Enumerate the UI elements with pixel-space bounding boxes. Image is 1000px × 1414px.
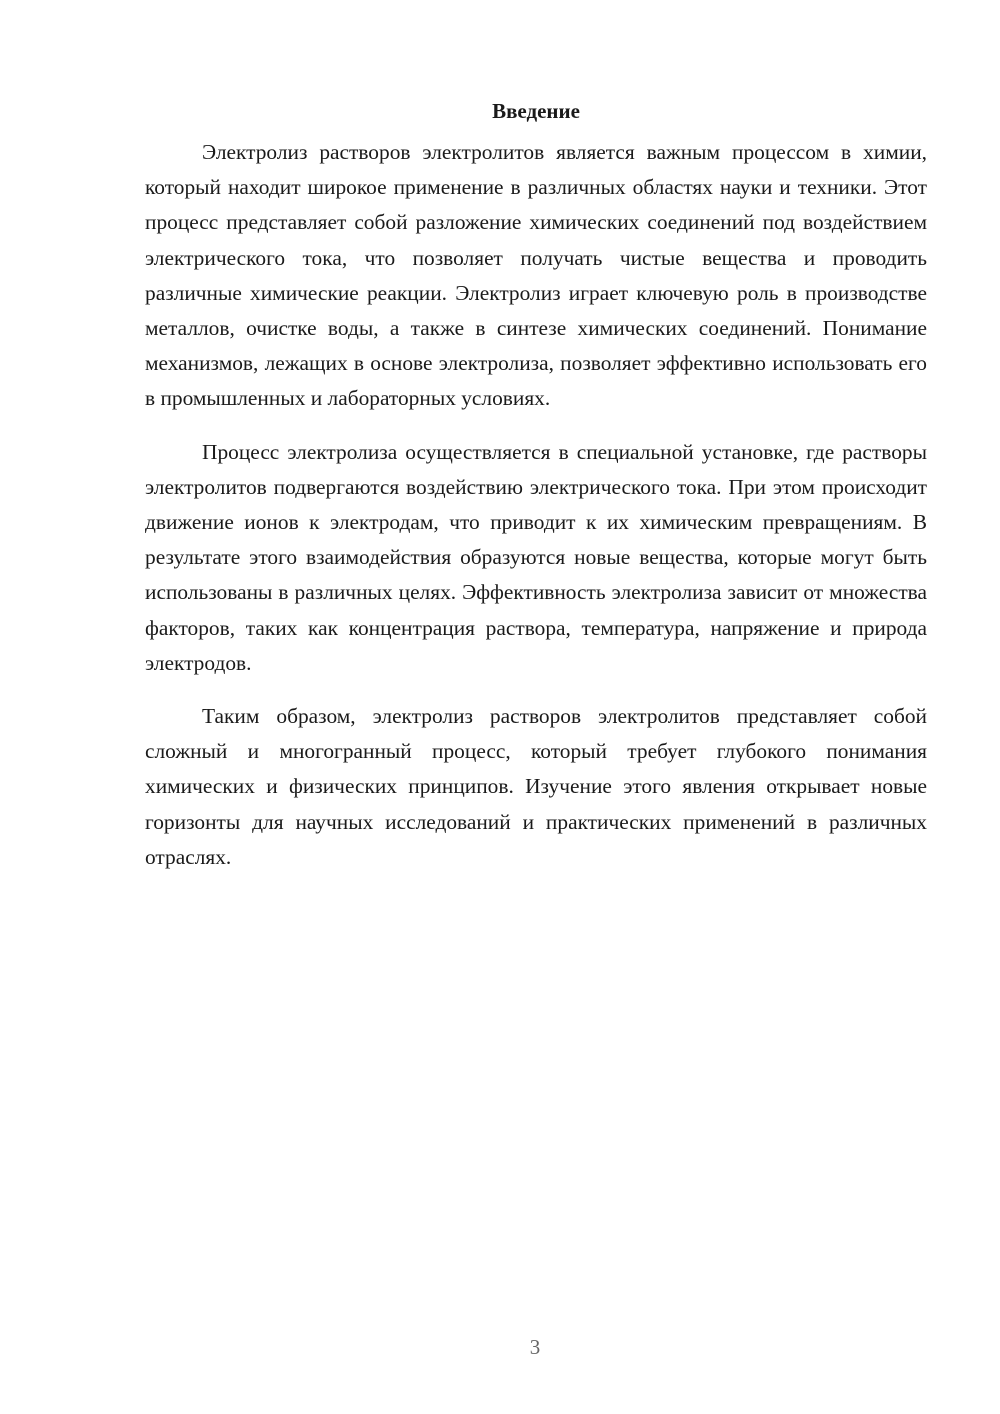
- page-number: 3: [529, 1335, 541, 1359]
- section-heading-text: Введение: [492, 99, 580, 123]
- paragraph-2: Процесс электролиза осуществляется в специальной установке, где растворы электролитов подвергаются воздействию электрического тока. При этом происходит движение ионов к электродам, что приводит к их химическим превращениям. В результате этого взаимодействия образуются новые вещества, которые могут быть использованы в различных целях. Эффективность электролиза зависит от множества факторов, таких как концентрация раствора, температура, напряжение и природа электродов.: [145, 439, 927, 675]
- section-heading: [145, 96, 927, 126]
- paragraph-3: Таким образом, электролиз растворов электролитов представляет собой сложный и многогранный процесс, который требует глубокого понимания химических и физических принципов. Изучение этого явления открывает новые горизонты для научных исследований и практических применений в различных отраслях.: [145, 704, 927, 869]
- paragraph-gap: [145, 417, 927, 435]
- page-content: [145, 96, 927, 875]
- paragraph-1: Электролиз растворов электролитов является важным процессом в химии, который находит широкое применение в различных областях науки и техники. Этот процесс представляет собой разложение химических соединений под воздействием электрического тока, что позволяет получать чистые вещества и проводить различные химические реакции. Электролиз играет ключевую роль в производстве металлов, очистке воды, а также в синтезе химических соединений. Понимание механизмов, лежащих в основе электролиза, позволяет эффективно использовать его в промышленных и лабораторных условиях.: [145, 140, 927, 411]
- paragraph-gap: [145, 681, 927, 699]
